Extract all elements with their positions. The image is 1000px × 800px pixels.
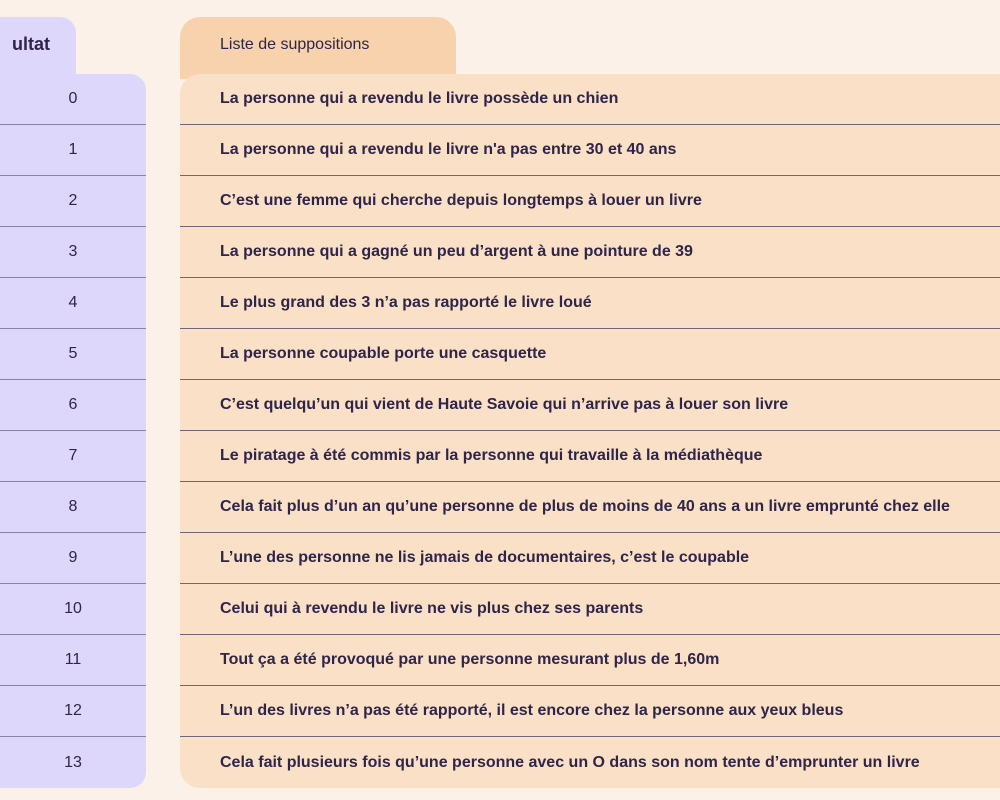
supposition-text: Celui qui à revendu le livre ne vis plus chez ses parents <box>220 600 644 617</box>
result-number: 0 <box>68 90 78 107</box>
result-row <box>0 278 146 329</box>
result-number: 10 <box>64 600 82 617</box>
supposition-text: Cela fait plus d’un an qu’une personne de plus de moins de 40 ans a un livre emprunté chez elle <box>220 498 950 515</box>
result-number: 3 <box>68 243 78 260</box>
result-row <box>0 584 146 635</box>
result-row <box>0 380 146 431</box>
result-row <box>0 533 146 584</box>
result-row <box>0 125 146 176</box>
supposition-text: L’une des personne ne lis jamais de documentaires, c’est le coupable <box>220 549 750 566</box>
supposition-row <box>180 584 1000 635</box>
supposition-text: La personne coupable porte une casquette <box>220 345 547 362</box>
supposition-text: La personne qui a gagné un peu d’argent à une pointure de 39 <box>220 243 693 260</box>
supposition-row <box>180 482 1000 533</box>
result-number: 11 <box>64 651 82 668</box>
result-row <box>0 329 146 380</box>
result-row <box>0 635 146 686</box>
supposition-text: L’un des livres n’a pas été rapporté, il est encore chez la personne aux yeux bleus <box>220 702 844 719</box>
supposition-row <box>180 737 1000 788</box>
result-row <box>0 74 146 125</box>
result-column-tab <box>0 17 76 79</box>
result-number: 9 <box>68 549 78 566</box>
result-number: 6 <box>68 396 78 413</box>
result-column-header: ultat <box>12 34 50 54</box>
result-row <box>0 176 146 227</box>
result-row <box>0 737 146 788</box>
supposition-row <box>180 329 1000 380</box>
supposition-row <box>180 380 1000 431</box>
result-number: 8 <box>68 498 78 515</box>
supposition-row <box>180 278 1000 329</box>
supposition-text: Tout ça a été provoqué par une personne mesurant plus de 1,60m <box>220 651 720 668</box>
result-row <box>0 431 146 482</box>
supposition-row <box>180 635 1000 686</box>
result-number: 4 <box>68 294 78 311</box>
supposition-row <box>180 227 1000 278</box>
result-row <box>0 686 146 737</box>
supposition-row <box>180 125 1000 176</box>
result-column <box>0 74 146 788</box>
supposition-text: Le piratage à été commis par la personne qui travaille à la médiathèque <box>220 447 763 464</box>
supposition-row <box>180 74 1000 125</box>
result-number: 2 <box>68 192 78 209</box>
supposition-text: Le plus grand des 3 n’a pas rapporté le livre loué <box>220 294 592 311</box>
supposition-row <box>180 431 1000 482</box>
result-row <box>0 227 146 278</box>
supposition-text: Cela fait plusieurs fois qu’une personne avec un O dans son nom tente d’emprunter un livre <box>220 753 920 771</box>
supposition-row <box>180 533 1000 584</box>
supposition-text: La personne qui a revendu le livre possède un chien <box>220 90 619 107</box>
supposition-text: C’est quelqu’un qui vient de Haute Savoie qui n’arrive pas à louer son livre <box>220 396 789 413</box>
suppositions-list <box>180 74 1000 788</box>
supposition-text: C’est une femme qui cherche depuis longtemps à louer un livre <box>220 192 702 209</box>
supposition-text: La personne qui a revendu le livre n'a pas entre 30 et 40 ans <box>220 141 677 158</box>
result-number: 1 <box>68 141 78 158</box>
supposition-row <box>180 686 1000 737</box>
result-row <box>0 482 146 533</box>
result-number: 13 <box>64 753 82 771</box>
suppositions-tab <box>180 17 456 79</box>
supposition-row <box>180 176 1000 227</box>
result-number: 5 <box>68 345 78 362</box>
suppositions-header: Liste de suppositions <box>220 36 370 53</box>
result-number: 7 <box>68 447 78 464</box>
result-number: 12 <box>64 702 82 719</box>
